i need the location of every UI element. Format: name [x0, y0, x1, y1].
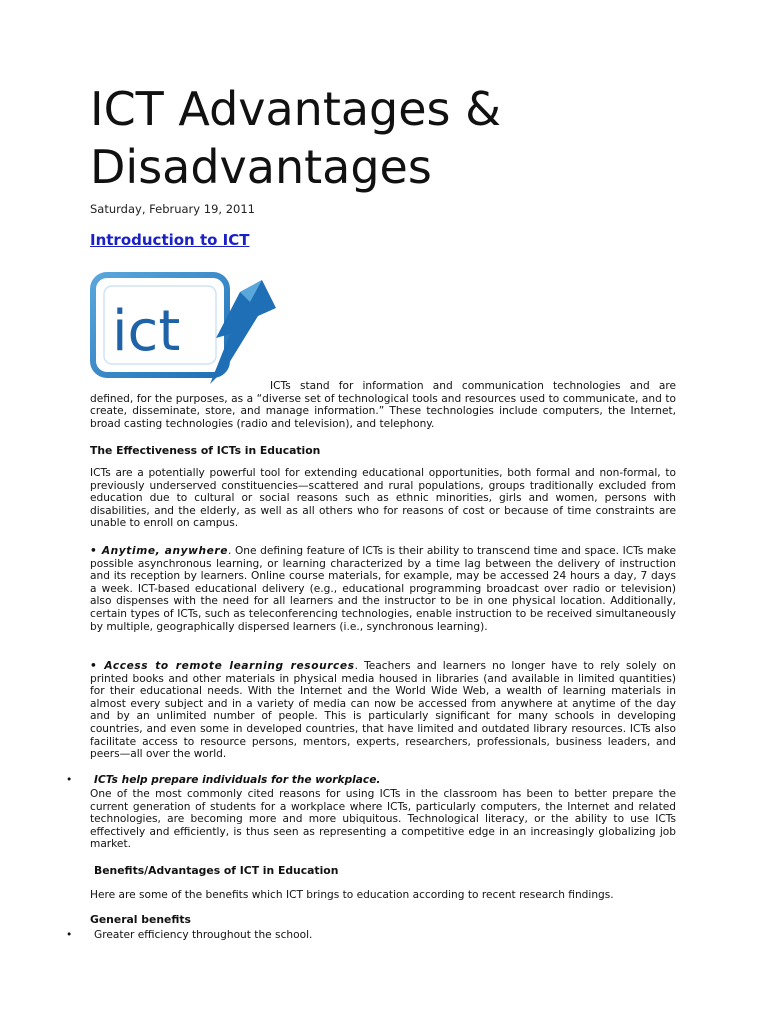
access-label: • Access to remote learning resources [90, 660, 355, 672]
access-text: . Teachers and learners no longer have to rely solely on printed books and other materials in physical media housed in libraries (and available in limited quantities) for their educational needs. With the Internet and the World Wide Web, a wealth of learning materials in almost every subject and in a variety of media can now be accessed from anywhere at anytime of the day and by an unlimited number of people. This is particularly significant for many schools in developing countries, and even some in developed countries, that have limited and outdated library resources. ICTs also facilitate access to resource persons, mentors, experts, researchers, professionals, business leaders, and peers—all over the world. [90, 660, 676, 761]
arrow-icon [210, 280, 276, 384]
benefits-paragraph: Here are some of the benefits which ICT brings to education according to recent research findings. [90, 889, 614, 901]
anytime-paragraph [90, 545, 676, 633]
anytime-label: • Anytime, anywhere [90, 545, 229, 557]
effectiveness-heading: The Effectiveness of ICTs in Education [90, 444, 321, 457]
anytime-text: . One defining feature of ICTs is their ability to transcend time and space. ICTs make possible asynchronous learning, or learning characterized by a time lag between the delivery of instruction and its reception by learners. Online course materials, for example, may be accessed 24 hours a day, 7 days a week. ICT-based educational delivery (e.g., educational programming broadcast over radio or television) also dispenses with the need for all learners and the instructor to be in one physical location. Additionally, certain types of ICTs, such as teleconferencing technologies, enable instruction to be received simultaneously by multiple, geographically dispersed learners (i.e., synchronous learning). [90, 545, 676, 633]
bullet-dot: • [66, 929, 73, 941]
access-paragraph [90, 660, 676, 761]
intro-paragraph: ICTs stand for information and communication technologies and are defined, for the purposes, as a “diverse set of technological tools and resources used to communicate, and to create, disseminate, store, and manage information.” These technologies include computers, the Internet, broad casting technologies (radio and television), and telephony. [90, 380, 676, 430]
intro-heading-link[interactable]: Introduction to ICT [90, 231, 250, 249]
ict-logo [90, 272, 280, 392]
logo-text: ict [112, 299, 181, 364]
workplace-paragraph: One of the most commonly cited reasons for using ICTs in the classroom has been to better prepare the current generation of students for a workplace where ICTs, particularly computers, the Internet and related technologies, are becoming more and more ubiquitous. Technological literacy, or the ability to use ICTs effectively and efficiently, is thus seen as representing a competitive edge in an increasingly globalizing job market. [90, 788, 676, 851]
general-benefit-text: Greater efficiency throughout the school. [94, 929, 313, 941]
general-benefits-heading: General benefits [90, 913, 191, 926]
bullet-dot: • [66, 774, 73, 786]
workplace-label: ICTs help prepare individuals for the workplace. [94, 774, 381, 786]
page-title: ICT Advantages & Disadvantages [90, 82, 502, 194]
benefits-heading: Benefits/Advantages of ICT in Education [94, 864, 339, 877]
effectiveness-paragraph: ICTs are a potentially powerful tool for extending educational opportunities, both formal and non-formal, to previously underserved constituencies—scattered and rural populations, groups traditionally excluded from education due to cultural or social reasons such as ethnic minorities, girls and women, persons with disabilities, and the elderly, as well as all others who for reasons of cost or because of time constraints are unable to enroll on campus. [90, 467, 676, 530]
post-date: Saturday, February 19, 2011 [90, 202, 255, 216]
